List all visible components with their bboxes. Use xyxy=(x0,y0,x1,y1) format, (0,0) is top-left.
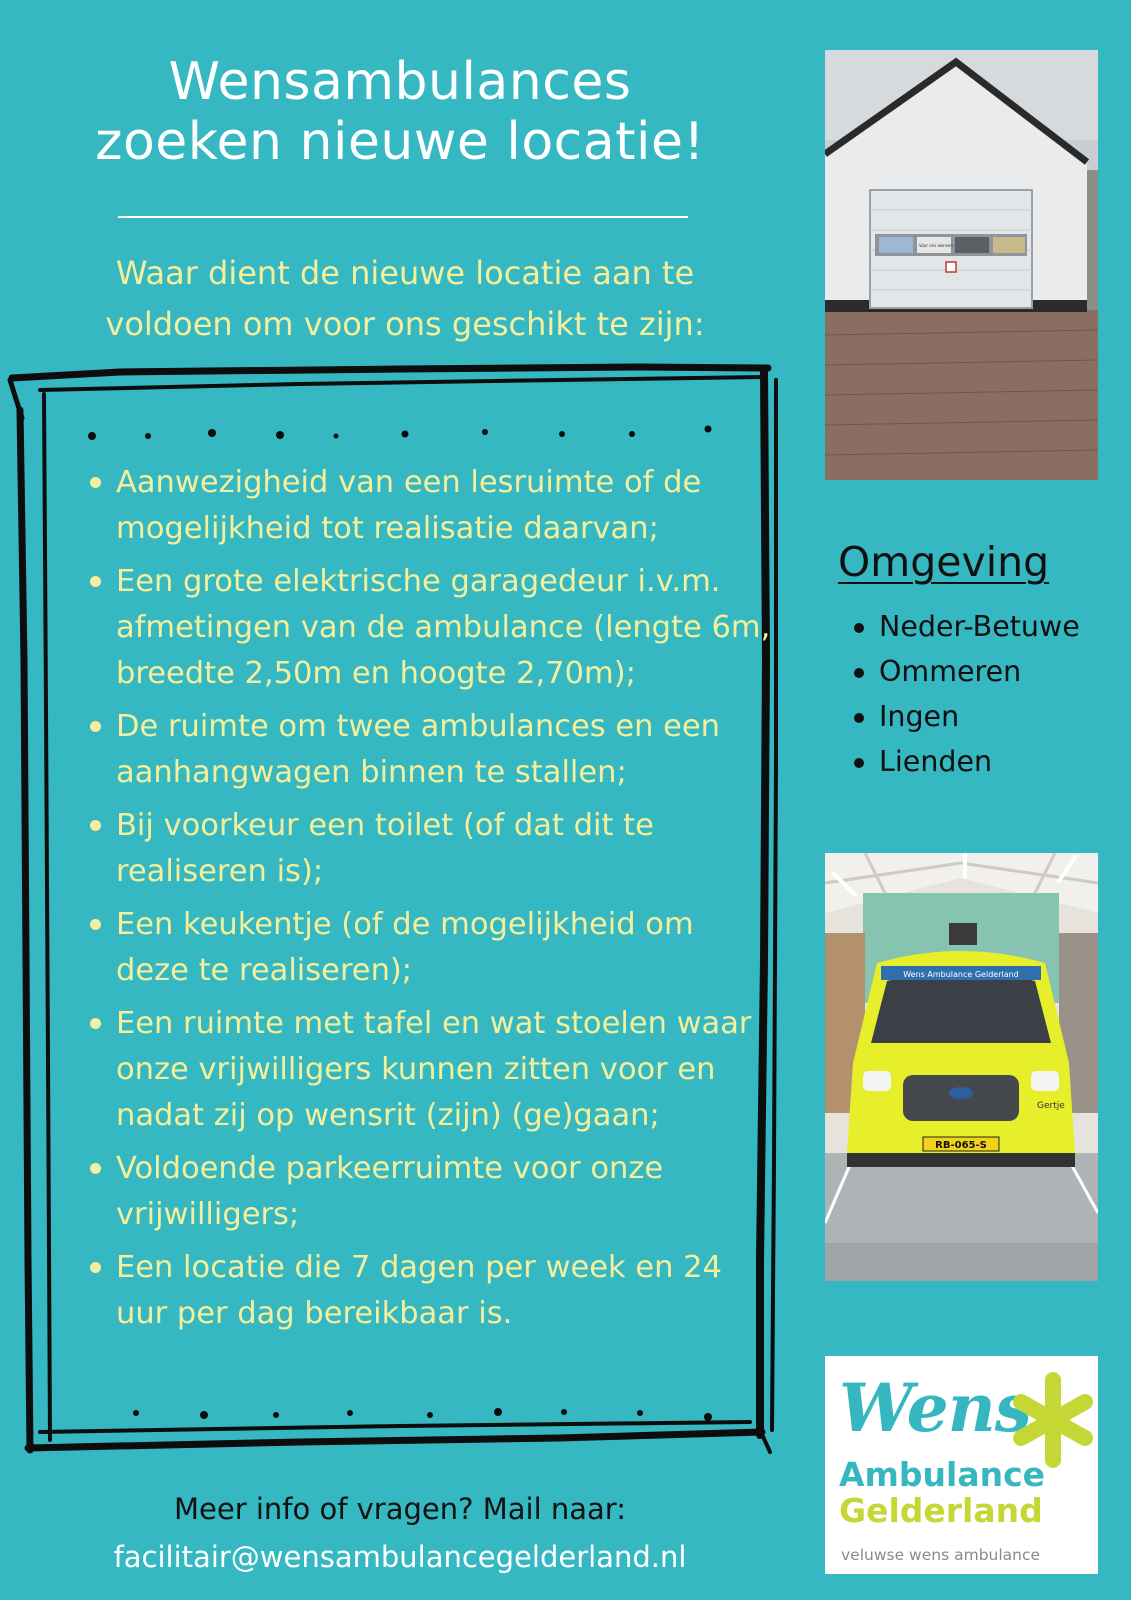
omgeving-list xyxy=(852,604,1080,784)
ambulance-photo xyxy=(825,853,1098,1281)
requirement-text: Een grote elektrische garagedeur i.v.m. afmetingen van de ambulance (lengte 6m, breedte 2,50m en hoogte 2,70m); xyxy=(116,564,771,691)
requirement-text: Bij voorkeur een toilet (of dat dit te realiseren is); xyxy=(116,808,654,889)
list-item xyxy=(84,559,774,697)
title-line-1: Wensambulances xyxy=(168,52,632,112)
bullet-icon xyxy=(90,477,101,488)
list-item xyxy=(84,1146,774,1238)
windshield-text: Wens Ambulance Gelderland xyxy=(903,970,1019,979)
subtitle-line-2: voldoen om voor ons geschikt te zijn: xyxy=(105,305,705,343)
bullet-icon xyxy=(854,758,864,768)
place-name: Lienden xyxy=(879,745,993,778)
door-sign-text: Voor ons wensen xyxy=(919,243,953,248)
list-item xyxy=(852,694,1080,739)
license-plate: RB-065-S xyxy=(935,1140,987,1151)
requirement-text: Een ruimte met tafel en wat stoelen waar onze vrijwilligers kunnen zitten voor en nadat zij op wensrit (zijn) (ge)gaan; xyxy=(116,1006,752,1133)
requirement-text: Een keukentje (of de mogelijkheid om deze te realiseren); xyxy=(116,907,694,988)
contact-block xyxy=(40,1485,760,1581)
list-item xyxy=(852,739,1080,784)
bullet-icon xyxy=(854,713,864,723)
logo-gelderland: Gelderland xyxy=(839,1491,1043,1530)
list-item xyxy=(84,460,774,552)
ambulance-name: Gertje xyxy=(1037,1101,1065,1111)
dot-row-top xyxy=(80,425,730,445)
requirement-text: De ruimte om twee ambulances en een aanhangwagen binnen te stallen; xyxy=(116,709,720,790)
requirements-list xyxy=(84,460,774,1344)
bullet-icon xyxy=(90,1018,101,1029)
omgeving-title: Omgeving xyxy=(838,538,1050,586)
bullet-icon xyxy=(90,576,101,587)
requirement-text: Voldoende parkeerruimte voor onze vrijwilligers; xyxy=(116,1151,664,1232)
contact-label: Meer info of vragen? Mail naar: xyxy=(174,1492,626,1526)
contact-email[interactable]: facilitair@wensambulancegelderland.nl xyxy=(113,1540,687,1574)
place-name: Neder-Betuwe xyxy=(879,610,1080,643)
requirement-text: Aanwezigheid van een lesruimte of de mogelijkheid tot realisatie daarvan; xyxy=(116,465,702,546)
bullet-icon xyxy=(854,623,864,633)
logo-tagline: veluwse wens ambulance xyxy=(841,1546,1041,1564)
dot-row-bottom xyxy=(80,1405,730,1425)
page-title xyxy=(40,52,760,172)
title-line-2: zoeken nieuwe locatie! xyxy=(95,112,705,172)
logo-ambulance: Ambulance xyxy=(839,1455,1046,1494)
place-name: Ingen xyxy=(879,700,960,733)
logo-wens: Wens xyxy=(839,1369,1031,1447)
bullet-icon xyxy=(90,919,101,930)
place-name: Ommeren xyxy=(879,655,1022,688)
bullet-icon xyxy=(854,668,864,678)
bullet-icon xyxy=(90,820,101,831)
list-item xyxy=(852,604,1080,649)
subtitle xyxy=(40,248,770,350)
list-item xyxy=(84,1001,774,1139)
garage-photo xyxy=(825,50,1098,480)
list-item xyxy=(84,704,774,796)
bullet-icon xyxy=(90,1262,101,1273)
wens-ambulance-logo xyxy=(825,1356,1098,1574)
bullet-icon xyxy=(90,1163,101,1174)
subtitle-line-1: Waar dient de nieuwe locatie aan te xyxy=(115,254,695,292)
list-item xyxy=(852,649,1080,694)
bullet-icon xyxy=(90,721,101,732)
title-divider xyxy=(118,216,688,218)
list-item xyxy=(84,803,774,895)
list-item xyxy=(84,902,774,994)
list-item xyxy=(84,1245,774,1337)
requirement-text: Een locatie die 7 dagen per week en 24 uur per dag bereikbaar is. xyxy=(116,1250,722,1331)
